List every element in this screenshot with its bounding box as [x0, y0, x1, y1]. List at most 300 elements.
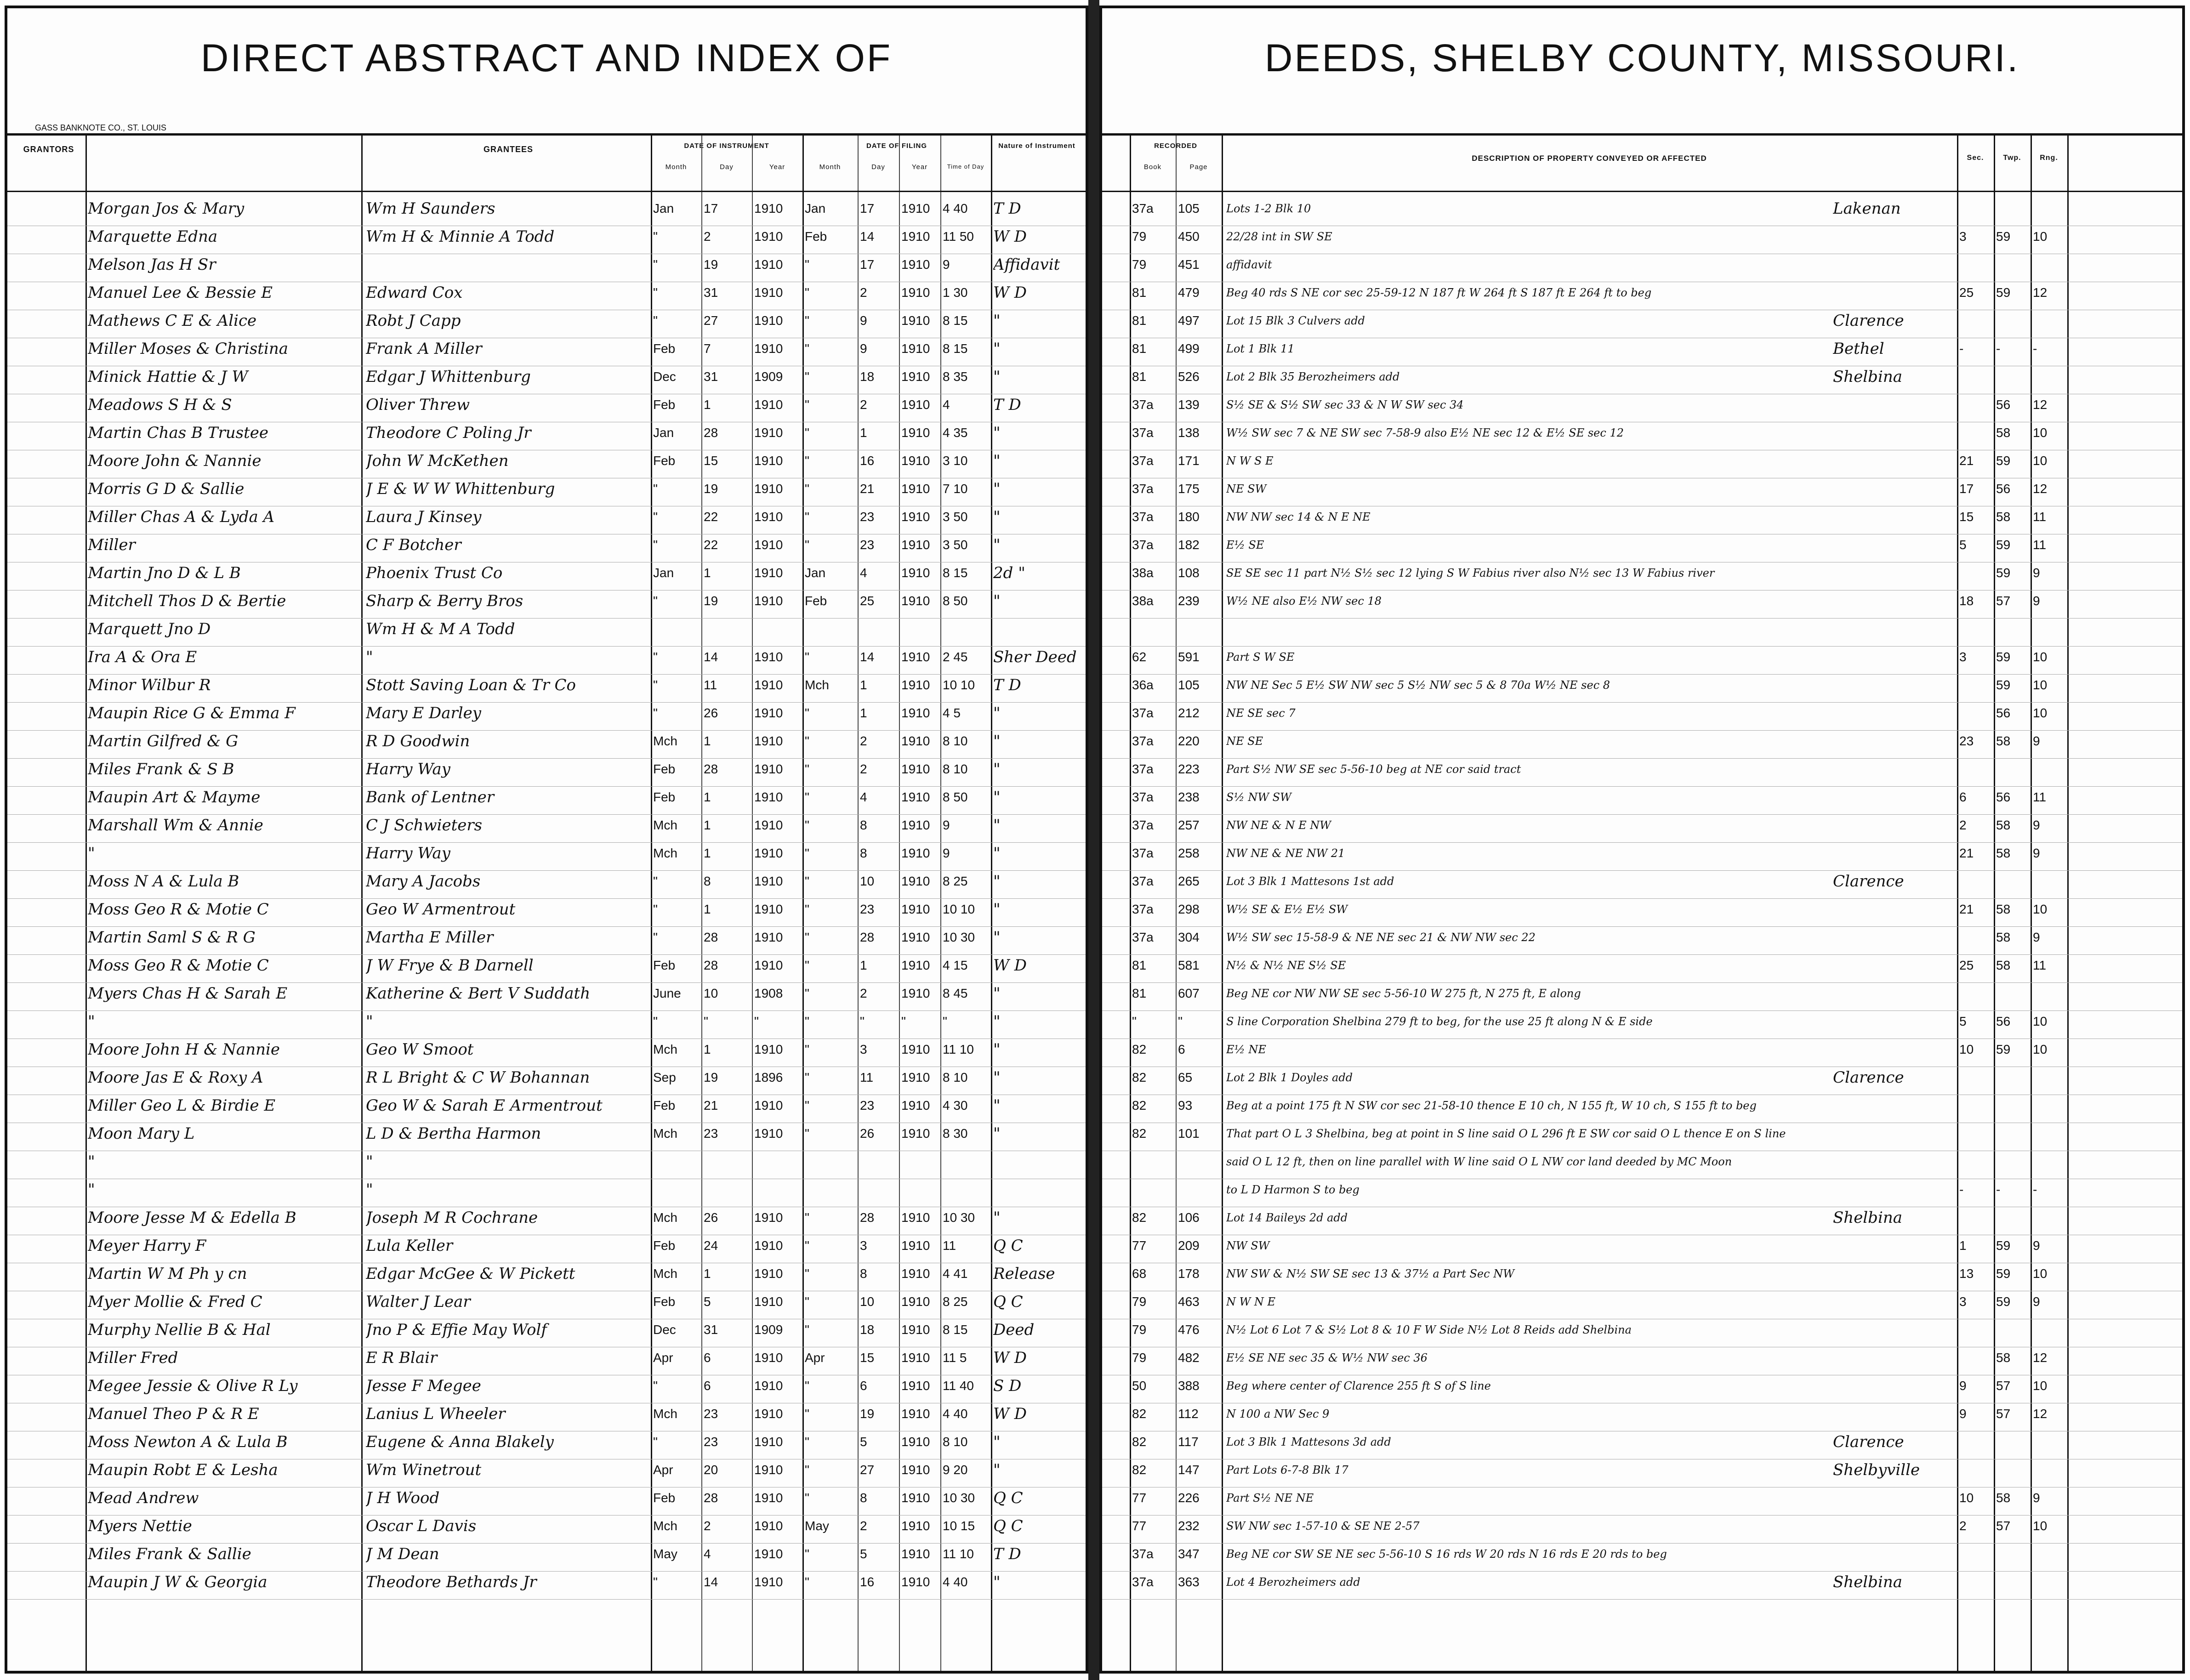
cell-fm: " [805, 706, 809, 720]
cell-rng: 10 [2033, 1519, 2048, 1533]
cell-fd: 28 [860, 1210, 875, 1225]
cell-grantee: Geo W Armentrout [366, 900, 516, 919]
cell-rng: 9 [2033, 1294, 2040, 1309]
cell-book: 38a [1132, 594, 1154, 608]
cell-twp: 58 [1996, 818, 2011, 832]
cell-fd: 17 [860, 201, 875, 216]
cell-grantee: Walter J Lear [366, 1293, 471, 1311]
cell-grantee: Oscar L Davis [366, 1517, 477, 1535]
cell-rng: 9 [2033, 1238, 2040, 1253]
header-inst-year: Year [769, 163, 785, 171]
ledger-row-right [1102, 1067, 2182, 1095]
ledger-row-left [7, 646, 1086, 675]
cell-book: 37a [1132, 510, 1154, 524]
cell-place: Clarence [1833, 872, 1904, 891]
cell-fy: 1910 [901, 986, 930, 1000]
ledger-row-right [1102, 926, 2182, 955]
ledger-row-right [1102, 1319, 2182, 1347]
cell-grantee: Joseph M R Cochrane [366, 1209, 538, 1227]
cell-im: Jan [653, 426, 674, 440]
cell-fm: " [805, 650, 809, 664]
cell-book: 37a [1132, 818, 1154, 832]
cell-nat: " [993, 844, 1001, 863]
cell-fy: 1910 [901, 1519, 930, 1533]
header-rng: Rng. [2040, 154, 2058, 162]
ledger-row-left [7, 1179, 1086, 1207]
cell-id: " [704, 1014, 708, 1028]
cell-nat: " [993, 424, 1001, 442]
cell-page: 105 [1178, 678, 1200, 692]
cell-fd: 14 [860, 650, 875, 664]
cell-desc: Part S½ NE NE [1226, 1492, 1314, 1504]
cell-iy: 1910 [754, 482, 783, 496]
cell-desc: Beg NE cor NW NW SE sec 5-56-10 W 275 ft, N 275 ft, E along [1226, 987, 1581, 1000]
cell-page: 232 [1178, 1519, 1200, 1533]
cell-fy: 1910 [901, 846, 930, 860]
cell-grantee: Oliver Threw [366, 396, 470, 414]
cell-ft: 10 30 [943, 1491, 975, 1505]
cell-grantor: Miles Frank & S B [88, 760, 234, 778]
cell-page: 257 [1178, 818, 1200, 832]
ledger-row-left [7, 730, 1086, 759]
ledger-row-right [1102, 534, 2182, 562]
cell-page: 482 [1178, 1351, 1200, 1365]
cell-grantee: Sharp & Berry Bros [366, 592, 523, 610]
cell-id: 11 [704, 678, 717, 692]
cell-im: Feb [653, 397, 676, 412]
header-file-day: Day [871, 163, 885, 171]
cell-fm: " [805, 1294, 809, 1309]
cell-fy: 1910 [901, 958, 930, 972]
cell-grantor: Miller Fred [88, 1349, 178, 1367]
cell-book: 37a [1132, 1575, 1154, 1589]
ledger-row-left [7, 1123, 1086, 1151]
cell-id: 2 [704, 229, 711, 244]
cell-iy: 1910 [754, 902, 783, 916]
cell-book: 37a [1132, 1547, 1154, 1561]
cell-book: 37a [1132, 201, 1154, 216]
cell-rng: 10 [2033, 678, 2048, 692]
ledger-row-right [1102, 198, 2182, 226]
cell-iy: 1910 [754, 1210, 783, 1225]
cell-nat: T D [993, 199, 1021, 218]
header-nature: Nature of Instrument [998, 142, 1075, 150]
header-rule [7, 191, 1086, 192]
cell-rng: 9 [2033, 566, 2040, 580]
cell-fy: 1910 [901, 1098, 930, 1112]
cell-fd: 2 [860, 762, 867, 776]
cell-desc: S line Corporation Shelbina 279 ft to beg, for the use 25 ft along N & E side [1226, 1015, 1653, 1028]
cell-im: Feb [653, 1491, 676, 1505]
cell-nat: W D [993, 284, 1027, 302]
cell-grantor: Myer Mollie & Fred C [88, 1293, 262, 1311]
cell-sec: 23 [1959, 734, 1974, 748]
cell-desc: Lot 4 Berozheimers add [1226, 1576, 1360, 1589]
cell-im: " [653, 510, 658, 524]
cell-rng: 11 [2033, 510, 2047, 524]
cell-desc: That part O L 3 Shelbina, beg at point in S line said O L 296 ft E SW cor said O L thence E on S line [1226, 1127, 1786, 1140]
cell-desc: Part Lots 6-7-8 Blk 17 [1226, 1464, 1348, 1476]
cell-im: " [653, 706, 658, 720]
cell-ft: 11 [943, 1238, 956, 1253]
cell-fm: " [805, 790, 809, 804]
cell-im: " [653, 1575, 658, 1589]
cell-book: 82 [1132, 1042, 1147, 1056]
cell-desc: N½ & N½ NE S½ SE [1226, 959, 1346, 972]
cell-desc: S½ NW SW [1226, 791, 1291, 804]
cell-page: 223 [1178, 762, 1200, 776]
cell-twp: 58 [1996, 734, 2011, 748]
cell-fm: " [805, 1322, 809, 1337]
cell-page: 101 [1178, 1126, 1200, 1141]
cell-fm: " [805, 341, 809, 356]
cell-twp: 59 [1996, 566, 2011, 580]
cell-grantor: Manuel Theo P & R E [88, 1405, 259, 1423]
ledger-row-left [7, 1039, 1086, 1067]
cell-iy: 1910 [754, 341, 783, 356]
cell-fy: " [901, 1014, 906, 1028]
cell-grantor: Meadows S H & S [88, 396, 232, 414]
cell-im: " [653, 1435, 658, 1449]
cell-ft: 8 45 [943, 986, 968, 1000]
cell-desc: Lot 2 Blk 1 Doyles add [1226, 1071, 1353, 1084]
cell-book: 36a [1132, 678, 1154, 692]
cell-id: 28 [704, 426, 718, 440]
ledger-row-left [7, 1235, 1086, 1263]
cell-twp: 59 [1996, 229, 2011, 244]
ledger-row-left [7, 1010, 1086, 1039]
cell-page: 139 [1178, 397, 1200, 412]
cell-twp: 57 [1996, 1519, 2011, 1533]
cell-nat: T D [993, 1545, 1021, 1563]
cell-fd: 8 [860, 846, 867, 860]
cell-book: 62 [1132, 650, 1147, 664]
cell-fd: 2 [860, 1519, 867, 1533]
cell-grantor: Martin W M Ph y cn [88, 1265, 247, 1283]
cell-fm: May [805, 1519, 829, 1533]
ledger-row-right [1102, 1235, 2182, 1263]
cell-id: 6 [704, 1351, 711, 1365]
cell-iy: 1910 [754, 201, 783, 216]
cell-fy: 1910 [901, 1294, 930, 1309]
cell-id: 21 [704, 1098, 718, 1112]
cell-ft: 4 41 [943, 1266, 968, 1281]
ledger-row-left [7, 1319, 1086, 1347]
cell-nat: " [993, 368, 1001, 386]
cell-fd: 3 [860, 1238, 867, 1253]
cell-grantee: " [366, 1152, 373, 1171]
cell-ft: 10 15 [943, 1519, 975, 1533]
cell-ft: 9 20 [943, 1463, 968, 1477]
cell-page: 138 [1178, 426, 1200, 440]
printer-imprint: GASS BANKNOTE CO., ST. LOUIS [35, 123, 167, 132]
ledger-row-left [7, 674, 1086, 703]
cell-ft: 8 10 [943, 1435, 968, 1449]
cell-im: Apr [653, 1463, 673, 1477]
cell-fy: 1910 [901, 1547, 930, 1561]
cell-grantor: Meyer Harry F [88, 1237, 206, 1255]
cell-ft: 11 40 [943, 1379, 974, 1393]
cell-book: 82 [1132, 1210, 1147, 1225]
cell-im: Dec [653, 369, 676, 384]
cell-iy: 1910 [754, 285, 783, 300]
cell-grantee: J M Dean [366, 1545, 439, 1563]
ledger-row-left [7, 954, 1086, 983]
cell-fy: 1910 [901, 1266, 930, 1281]
cell-nat: " [993, 1096, 1001, 1115]
ledger-row-left [7, 786, 1086, 815]
ledger-row-right [1102, 1571, 2182, 1600]
cell-nat: " [993, 1461, 1001, 1479]
cell-nat: " [993, 508, 1001, 526]
cell-ft: 8 25 [943, 874, 968, 888]
cell-fm: Feb [805, 229, 827, 244]
cell-nat: " [993, 1209, 1001, 1227]
cell-fm: " [805, 1238, 809, 1253]
cell-book: 37a [1132, 454, 1154, 468]
cell-desc: N W N E [1226, 1295, 1276, 1308]
cell-desc: Lot 3 Blk 1 Mattesons 1st add [1226, 875, 1394, 888]
cell-fd: 2 [860, 986, 867, 1000]
cell-nat: Affidavit [993, 255, 1060, 274]
cell-grantee: Edward Cox [366, 284, 463, 302]
cell-im: Mch [653, 818, 677, 832]
cell-grantor: Melson Jas H Sr [88, 255, 216, 274]
cell-twp: 59 [1996, 538, 2011, 552]
cell-im: Sep [653, 1070, 676, 1084]
cell-page: 607 [1178, 986, 1200, 1000]
cell-fd: 2 [860, 285, 867, 300]
cell-fy: 1910 [901, 678, 930, 692]
header-rule [1102, 191, 2182, 192]
cell-desc: Beg at a point 175 ft N SW cor sec 21-58-10 thence E 10 ch, N 155 ft, W 10 ch, S 155 ft to beg [1226, 1099, 1757, 1112]
cell-place: Bethel [1833, 340, 1884, 358]
cell-sec: 21 [1959, 902, 1974, 916]
cell-fd: 26 [860, 1126, 875, 1141]
ledger-row-left [7, 1403, 1086, 1431]
cell-im: Feb [653, 454, 676, 468]
cell-grantor: Moore Jas E & Roxy A [88, 1068, 263, 1087]
cell-fy: 1910 [901, 1379, 930, 1393]
cell-rng: 12 [2033, 482, 2048, 496]
cell-fd: 27 [860, 1463, 875, 1477]
cell-id: 4 [704, 1547, 711, 1561]
cell-grantor: Moore John H & Nannie [88, 1040, 280, 1059]
cell-id: 1 [704, 790, 711, 804]
cell-id: 8 [704, 874, 711, 888]
cell-nat: " [993, 788, 1001, 806]
cell-desc: E½ SE [1226, 539, 1264, 551]
header-file-year: Year [911, 163, 928, 171]
cell-ft: 10 10 [943, 678, 975, 692]
cell-sec: 5 [1959, 1014, 1967, 1028]
ledger-row-right [1102, 394, 2182, 422]
header-inst-month: Month [665, 163, 687, 171]
cell-grantee: " [366, 648, 373, 666]
cell-nat: " [993, 1040, 1001, 1059]
cell-grantor: Marquett Jno D [88, 620, 211, 638]
cell-ft: 4 [943, 397, 950, 412]
cell-sec: 1 [1959, 1238, 1967, 1253]
cell-fd: 14 [860, 229, 875, 244]
ledger-row-left [7, 1487, 1086, 1515]
ledger-row-right [1102, 1515, 2182, 1544]
cell-iy: 1910 [754, 1575, 783, 1589]
ledger-row-right [1102, 786, 2182, 815]
cell-fd: 10 [860, 1294, 875, 1309]
cell-grantee: Lula Keller [366, 1237, 453, 1255]
cell-fm: " [805, 958, 809, 972]
cell-desc: W½ SW sec 15-58-9 & NE NE sec 21 & NW NW sec 22 [1226, 931, 1536, 944]
cell-page: 147 [1178, 1463, 1200, 1477]
cell-ft: 9 [943, 257, 950, 272]
cell-book: 81 [1132, 958, 1147, 972]
cell-sec: 9 [1959, 1379, 1967, 1393]
cell-sec: - [1959, 341, 1964, 356]
header-date-instrument: DATE OF INSTRUMENT [684, 142, 769, 150]
cell-id: 22 [704, 538, 718, 552]
cell-rng: 9 [2033, 1491, 2040, 1505]
cell-nat: " [993, 872, 1001, 891]
cell-sec: 2 [1959, 1519, 1967, 1533]
cell-fy: 1910 [901, 1238, 930, 1253]
ledger-row-left [7, 842, 1086, 871]
cell-nat: Deed [993, 1321, 1035, 1339]
ledger-row-left [7, 254, 1086, 282]
cell-sec: 2 [1959, 818, 1967, 832]
cell-twp: 59 [1996, 1238, 2011, 1253]
cell-rng: 10 [2033, 1266, 2048, 1281]
cell-grantor: Moss Geo R & Motie C [88, 956, 269, 975]
cell-desc: said O L 12 ft, then on line parallel with W line said O L NW cor land deeded by MC Moon [1226, 1155, 1732, 1168]
cell-grantee: C J Schwieters [366, 816, 483, 834]
cell-rng: 10 [2033, 1014, 2048, 1028]
cell-sec: 6 [1959, 790, 1967, 804]
cell-desc: NE SE sec 7 [1226, 707, 1296, 720]
cell-id: 2 [704, 1519, 711, 1533]
cell-grantor: Moss Newton A & Lula B [88, 1433, 288, 1451]
cell-fy: 1910 [901, 762, 930, 776]
cell-grantor: Morris G D & Sallie [88, 480, 245, 498]
cell-fd: 18 [860, 1322, 875, 1337]
cell-rng: 10 [2033, 426, 2048, 440]
ledger-row-left [7, 758, 1086, 787]
ledger-row-left [7, 310, 1086, 338]
cell-nat: " [993, 1573, 1001, 1591]
cell-id: 26 [704, 706, 718, 720]
cell-im: Mch [653, 1126, 677, 1141]
cell-id: 10 [704, 986, 718, 1000]
cell-page: 108 [1178, 566, 1200, 580]
cell-page: 171 [1178, 454, 1200, 468]
cell-page: 175 [1178, 482, 1200, 496]
cell-id: 22 [704, 510, 718, 524]
cell-id: 1 [704, 818, 711, 832]
cell-fy: 1910 [901, 482, 930, 496]
cell-nat: Q C [993, 1489, 1023, 1507]
cell-iy: 1910 [754, 1519, 783, 1533]
cell-book: 82 [1132, 1126, 1147, 1141]
cell-sec: 25 [1959, 285, 1974, 300]
cell-page: 450 [1178, 229, 1200, 244]
cell-id: 28 [704, 930, 718, 944]
cell-iy: " [754, 1014, 759, 1028]
cell-desc: Beg NE cor SW SE NE sec 5-56-10 S 16 rds W 20 rds N 16 rds E 20 rds to beg [1226, 1548, 1667, 1561]
cell-rng: 9 [2033, 930, 2040, 944]
cell-book: 82 [1132, 1463, 1147, 1477]
cell-fd: 25 [860, 594, 875, 608]
ledger-row-left [7, 1543, 1086, 1572]
cell-fm: " [805, 1266, 809, 1281]
cell-id: 1 [704, 902, 711, 916]
cell-book: 79 [1132, 229, 1147, 244]
cell-book: 82 [1132, 1070, 1147, 1084]
cell-grantee: Martha E Miller [366, 928, 494, 947]
ledger-row-left [7, 1095, 1086, 1123]
cell-page: 591 [1178, 650, 1200, 664]
header-recorded: RECORDED [1154, 142, 1197, 150]
ledger-row-right [1102, 1179, 2182, 1207]
cell-nat: T D [993, 676, 1021, 694]
ledger-row-left [7, 478, 1086, 506]
cell-id: 31 [704, 369, 718, 384]
ledger-row-right [1102, 1487, 2182, 1515]
cell-fy: 1910 [901, 1491, 930, 1505]
cell-id: 1 [704, 1042, 711, 1056]
cell-id: 17 [704, 201, 718, 216]
cell-grantor: Megee Jessie & Olive R Ly [88, 1377, 298, 1395]
cell-fd: 3 [860, 1042, 867, 1056]
cell-desc: N½ Lot 6 Lot 7 & S½ Lot 8 & 10 F W Side N½ Lot 8 Reids add Shelbina [1226, 1323, 1632, 1336]
cell-sec: 21 [1959, 454, 1974, 468]
cell-rng: 9 [2033, 734, 2040, 748]
cell-fy: 1910 [901, 818, 930, 832]
cell-rng: 12 [2033, 397, 2048, 412]
ledger-row-left [7, 1431, 1086, 1459]
cell-ft: 8 50 [943, 790, 968, 804]
cell-grantor: Minick Hattie & J W [88, 368, 248, 386]
cell-twp: 56 [1996, 706, 2011, 720]
cell-im: " [653, 229, 658, 244]
cell-im: Feb [653, 958, 676, 972]
cell-book: " [1132, 1014, 1137, 1028]
cell-fy: 1910 [901, 397, 930, 412]
cell-iy: 1910 [754, 1435, 783, 1449]
cell-place: Shelbina [1833, 1573, 1902, 1591]
cell-page: 239 [1178, 594, 1200, 608]
ledger-row-right [1102, 870, 2182, 899]
cell-place: Shelbina [1833, 368, 1902, 386]
cell-iy: 1910 [754, 1351, 783, 1365]
cell-id: 14 [704, 1575, 718, 1589]
cell-book: 79 [1132, 1294, 1147, 1309]
ledger-row-right [1102, 1010, 2182, 1039]
cell-fm: " [805, 482, 809, 496]
ledger-row-right [1102, 1123, 2182, 1151]
header-inst-day: Day [720, 163, 734, 171]
header-twp: Twp. [2003, 154, 2021, 162]
cell-fy: 1910 [901, 369, 930, 384]
cell-desc: NE SE [1226, 735, 1263, 748]
ledger-row-right [1102, 982, 2182, 1011]
cell-grantee: Laura J Kinsey [366, 508, 482, 526]
cell-desc: 22/28 int in SW SE [1226, 230, 1332, 243]
cell-grantor: Miller Geo L & Birdie E [88, 1096, 276, 1115]
cell-fy: 1910 [901, 1210, 930, 1225]
cell-grantor: Moore John & Nannie [88, 452, 262, 470]
cell-im: Apr [653, 1351, 673, 1365]
cell-page: 258 [1178, 846, 1200, 860]
